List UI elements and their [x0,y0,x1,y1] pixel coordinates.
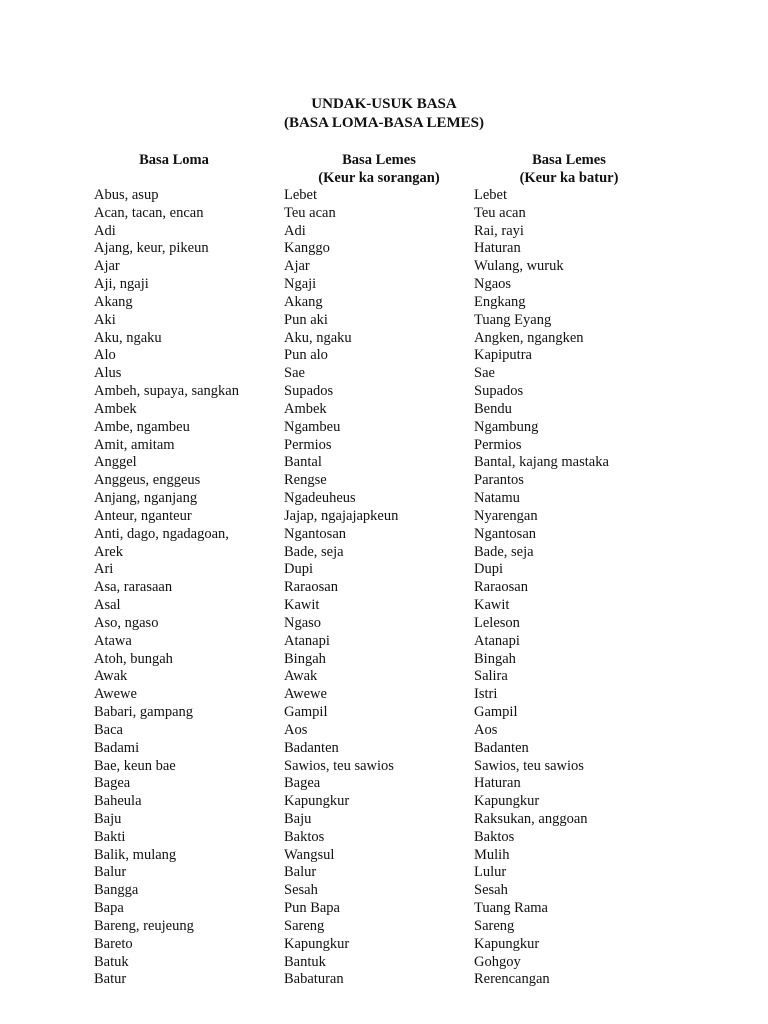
word-entry: Rai, rayi [474,222,524,239]
word-entry: Ambek [94,400,137,417]
word-entry: Bakti [94,828,126,845]
word-entry: Rerencangan [474,971,550,988]
word-entry: Lulur [474,864,507,881]
word-entry: Adi [94,222,116,239]
word-entry: Bagea [94,775,131,792]
word-entry: Adi [284,222,306,239]
word-entry: Acan, tacan, encan [94,204,204,221]
column-basa-loma [94,151,274,989]
column-header-basa-lemes-batur [474,151,664,187]
word-entry: Kanggo [284,240,330,257]
word-entry: Ambe, ngambeu [94,418,190,435]
word-entry: Sareng [474,917,515,934]
word-entry: Teu acan [474,204,526,221]
word-entry: Baktos [474,828,515,845]
word-entry: Aso, ngaso [94,614,159,631]
word-entry: Lebet [474,187,508,203]
word-entry: Bareng, reujeung [94,917,194,934]
word-entry: Balik, mulang [94,846,177,863]
word-entry: Ngantosan [284,525,347,542]
column-basa-lemes-batur [474,151,674,989]
word-entry: Bingah [474,650,516,667]
word-entry: Istri [474,686,498,703]
column-basa-lemes-sorangan [284,151,464,989]
word-entry: Bade, seja [474,543,534,560]
word-entry: Haturan [474,240,521,257]
word-entry: Akang [94,293,133,310]
word-entry: Aos [284,721,308,738]
document-title: UNDAK-USUK BASA [311,96,457,112]
word-entry: Sae [474,365,495,382]
word-entry: Ajang, keur, pikeun [94,240,209,257]
document-subtitle: (BASA LOMA-BASA LEMES) [283,115,485,131]
word-entry: Sesah [474,882,508,899]
word-entry: Gohgoy [474,953,521,970]
word-entry: Balur [94,864,127,881]
word-entry: Bingah [284,650,326,667]
word-entry: Natamu [474,490,520,507]
column-header-sublabel: (Keur ka batur) [519,170,619,186]
word-entry: Permios [284,436,332,453]
word-entry: Aku, ngaku [94,329,162,346]
word-entry: Awewe [284,686,327,703]
word-entry: Ngantosan [474,525,537,542]
word-entry: Wangsul [284,846,335,863]
word-entry: Tuang Eyang [474,311,552,328]
word-entry: Teu acan [284,204,336,221]
word-list-basa-loma [94,187,274,989]
word-entry: Angken, ngangken [474,329,584,346]
word-entry: Mulih [474,846,510,863]
word-entry: Batur [94,971,127,988]
word-entry: Awewe [94,686,137,703]
word-entry: Kapungkur [284,793,350,810]
word-entry: Baju [94,810,122,827]
word-entry: Sawios, teu sawios [284,757,394,774]
word-entry: Abus, asup [94,187,159,203]
word-entry: Anggel [94,454,137,471]
word-entry: Anggeus, enggeus [94,472,201,489]
word-entry: Babaturan [284,971,344,988]
word-entry: Ngadeuheus [284,490,356,507]
word-entry: Ari [94,561,114,578]
word-entry: Bantal, kajang mastaka [474,454,609,471]
word-entry: Supados [284,383,334,400]
word-entry: Bagea [284,775,321,792]
word-entry: Atanapi [284,632,330,649]
word-entry: Lebet [284,187,318,203]
word-entry: Leleson [474,614,520,631]
word-entry: Sareng [284,917,325,934]
column-header-label: Basa Loma [139,152,209,168]
word-entry: Atanapi [474,632,520,649]
word-entry: Kapungkur [474,935,540,952]
word-entry: Bade, seja [284,543,344,560]
word-entry: Gampil [284,704,328,721]
word-entry: Baca [94,721,123,738]
word-entry: Atawa [94,632,132,649]
word-entry: Ngaji [284,276,317,293]
word-entry: Amit, amitam [94,436,175,453]
word-entry: Haturan [474,775,521,792]
word-entry: Kapungkur [284,935,350,952]
word-entry: Badami [94,739,140,756]
word-entry: Ngambeu [284,418,341,435]
word-entry: Ambek [284,400,327,417]
word-entry: Aji, ngaji [94,276,149,293]
word-entry: Parantos [474,472,524,489]
word-entry: Gampil [474,704,518,721]
word-entry: Raksukan, anggoan [474,810,588,827]
word-list-basa-lemes-batur [474,187,674,989]
word-entry: Sesah [284,882,318,899]
word-entry: Supados [474,383,524,400]
column-header-label: Basa Lemes [532,152,606,168]
word-entry: Bae, keun bae [94,757,176,774]
word-entry: Ngaso [284,614,322,631]
word-entry: Anjang, nganjang [94,490,198,507]
word-entry: Permios [474,436,522,453]
word-entry: Rengse [284,472,327,489]
word-entry: Akang [284,293,323,310]
word-entry: Atoh, bungah [94,650,173,667]
word-entry: Awak [94,668,128,685]
word-entry: Badanten [474,739,529,756]
word-entry: Salira [474,668,508,685]
word-entry: Alus [94,365,122,382]
word-entry: Engkang [474,293,526,310]
word-entry: Ngaos [474,276,512,293]
word-entry: Wulang, wuruk [474,258,564,275]
word-entry: Nyarengan [474,507,538,524]
word-entry: Kapiputra [474,347,532,364]
word-entry: Raraosan [474,579,528,596]
word-entry: Bendu [474,400,512,417]
word-entry: Bangga [94,882,139,899]
word-entry: Batuk [94,953,129,970]
word-entry: Pun Bapa [284,900,340,917]
word-entry: Aku, ngaku [284,329,352,346]
word-entry: Asa, rarasaan [94,579,173,596]
word-entry: Sae [284,365,305,382]
word-entry: Sawios, teu sawios [474,757,584,774]
word-entry: Ajar [94,258,120,275]
word-entry: Baju [284,810,312,827]
word-entry: Ajar [284,258,310,275]
word-entry: Raraosan [284,579,338,596]
word-entry: Kawit [474,597,510,614]
word-entry: Kawit [284,597,320,614]
column-header-basa-loma [94,151,254,187]
word-entry: Pun alo [284,347,328,364]
word-entry: Awak [284,668,318,685]
word-entry: Babari, gampang [94,704,194,721]
word-entry: Kapungkur [474,793,540,810]
word-entry: Badanten [284,739,339,756]
column-header-basa-lemes-sorangan [284,151,474,187]
word-entry: Ambeh, supaya, sangkan [94,383,239,400]
word-entry: Jajap, ngajajapkeun [284,507,399,524]
word-entry: Alo [94,347,116,364]
word-entry: Dupi [474,561,503,578]
word-entry: Aki [94,311,116,328]
column-header-label: Basa Lemes [342,152,416,168]
word-entry: Bantuk [284,953,326,970]
word-entry: Baktos [284,828,325,845]
word-entry: Bareto [94,935,133,952]
word-list-basa-lemes-sorangan [284,187,464,989]
word-entry: Ngambung [474,418,539,435]
word-entry: Anti, dago, ngadagoan, [94,525,229,542]
word-entry: Asal [94,597,121,614]
word-entry: Pun aki [284,311,328,328]
column-header-sublabel: (Keur ka sorangan) [318,170,440,186]
word-entry: Anteur, nganteur [94,507,192,524]
word-entry: Tuang Rama [474,900,548,917]
word-entry: Baheula [94,793,142,810]
word-entry: Balur [284,864,317,881]
word-entry: Bapa [94,900,124,917]
word-entry: Arek [94,543,123,560]
word-entry: Bantal [284,454,322,471]
word-entry: Dupi [284,561,313,578]
word-entry: Aos [474,721,498,738]
